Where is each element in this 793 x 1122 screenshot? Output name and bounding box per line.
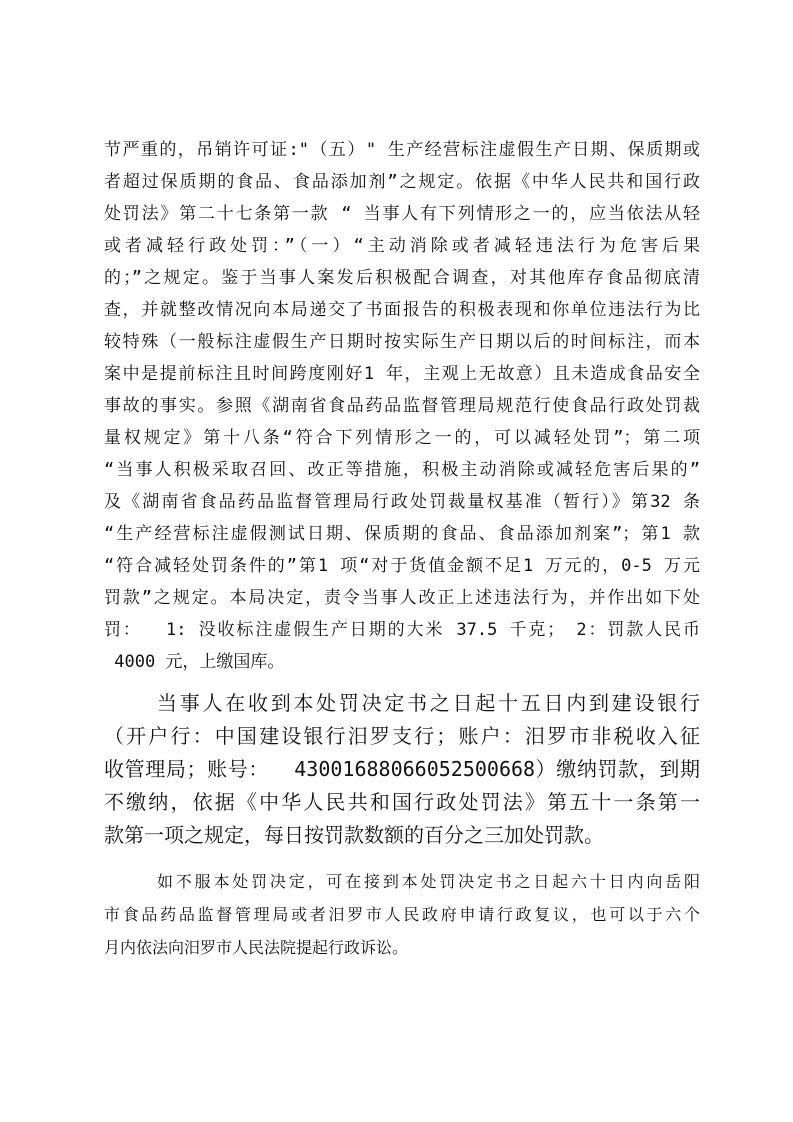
text-line: “当事人积极采取召回、改正等措施，积极主动消除或减轻危害后果的” xyxy=(104,460,700,480)
text-line: 当事人在收到本处罚决定书之日起十五日内到建设银行 xyxy=(157,691,700,715)
text-line: 量权规定》第十八条“符合下列情形之一的，可以减轻处罚”；第二项 xyxy=(104,428,700,448)
text-line: “符合减轻处罚条件的”第1 项“对于货值金额不足1 万元的，0-5 万元 xyxy=(104,556,700,576)
text-line: “生产经营标注虚假测试日期、保质期的食品、食品添加剂案”；第1 款 xyxy=(104,524,700,544)
text-line: 罚： 1: 没收标注虚假生产日期的大米 37.5 千克； 2：罚款人民币 xyxy=(104,620,700,640)
para-penalty-basis xyxy=(104,134,700,678)
text-line: 者超过保质期的食品、食品添加剂”之规定。依据《中华人民共和国行政 xyxy=(104,172,700,192)
text-line: （开户行：中国建设银行汨罗支行；账户：汨罗市非税收入征 xyxy=(104,724,700,748)
text-line: 较特殊（一般标注虚假生产日期时按实际生产日期以后的时间标注，而本 xyxy=(104,332,700,352)
text-line: 处罚法》第二十七条第一款 “ 当事人有下列情形之一的，应当依法从轻 xyxy=(104,204,700,224)
text-line: 如不服本处罚决定，可在接到本处罚决定书之日起六十日内向岳阳 xyxy=(157,872,700,891)
text-line: 的；”之规定。鉴于当事人案发后积极配合调查，对其他库存食品彻底清 xyxy=(104,268,700,288)
text-line: 4000 元，上缴国库。 xyxy=(104,652,285,672)
text-line: 查，并就整改情况向本局递交了书面报告的积极表现和你单位违法行为比 xyxy=(104,300,700,320)
text-line: 或者减轻行政处罚：”（一）“主动消除或者减轻违法行为危害后果 xyxy=(104,236,700,256)
para-appeal-rights xyxy=(104,865,700,964)
text-line: 市食品药品监督管理局或者汨罗市人民政府申请行政复议，也可以于六个 xyxy=(104,905,700,924)
text-line: 案中是提前标注且时间跨度刚好1 年，主观上无故意）且未造成食品安全 xyxy=(104,364,700,384)
text-line: 罚款”之规定。本局决定，责令当事人改正上述违法行为，并作出如下处 xyxy=(104,588,700,608)
text-line: 月内依法向汨罗市人民法院提起行政诉讼。 xyxy=(104,938,409,957)
text-line: 款第一项之规定，每日按罚款数额的百分之三加处罚款。 xyxy=(104,823,604,847)
text-line: 事故的事实。参照《湖南省食品药品监督管理局规范行使食品行政处罚裁 xyxy=(104,396,700,416)
text-line: 节严重的，吊销许可证:"（五）" 生产经营标注虚假生产日期、保质期或 xyxy=(104,140,700,160)
text-line: 及《湖南省食品药品监督管理局行政处罚裁量权基准（暂行）》第32 条 xyxy=(104,492,700,512)
para-payment-instructions xyxy=(104,687,700,852)
document-body xyxy=(104,134,700,964)
text-line: 收管理局；账号： 43001688066052500668）缴纳罚款，到期 xyxy=(104,757,700,781)
text-line: 不缴纳，依据《中华人民共和国行政处罚法》第五十一条第一 xyxy=(104,790,700,814)
